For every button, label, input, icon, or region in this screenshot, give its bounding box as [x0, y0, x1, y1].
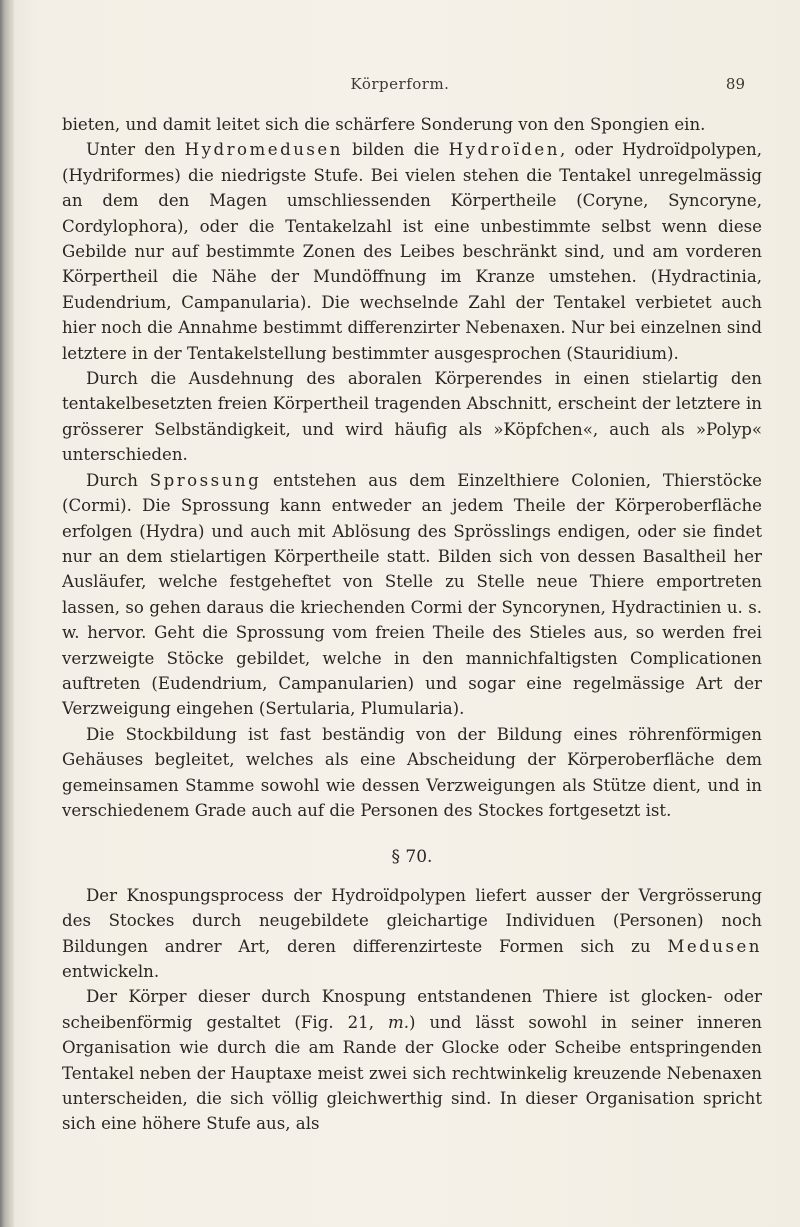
running-title: Körperform.	[350, 75, 450, 93]
paragraph-7-start: Der Körper dieser durch Knospung entstandenen Thiere ist glocken- oder scheibenförmig gestaltet (Fig. 21,	[62, 987, 762, 1032]
paragraph-4	[62, 468, 762, 722]
figure-label: m.	[387, 1012, 409, 1032]
paragraph-6	[62, 883, 762, 985]
page-number: 89	[725, 75, 745, 93]
paragraph-2-mid: bilden die	[342, 140, 449, 160]
paragraph-7-end: ) und lässt sowohl in seiner inneren Organisation wie durch die am Rande der Glocke oder Scheibe entspringenden Tentakel neben der Hauptaxe meist zwei sich rechtwinkelig kreuzende Nebenaxen unterscheiden, die sich völlig gleichwerthig sind. In dieser Organisation spricht sich eine höhere Stufe aus, als	[62, 1012, 762, 1134]
paragraph-4-rest: entstehen aus dem Einzelthiere Colonien, Thierstöcke (Cormi). Die Sprossung kann entweder an jedem Theile der Körperoberfläche erfolgen (Hydra) und auch mit Ablösung des Sprösslings endigen, oder sie findet nur an dem stielartigen Körpertheile statt. Bilden sich von dessen Basaltheil her Ausläufer, welche festgeheftet von Stelle zu Stelle neue Thiere emportreten lassen, so gehen daraus die kriechenden Cormi der Syncorynen, Hydractinien u. s. w. hervor. Geht die Sprossung vom freien Theile des Stieles aus, so werden frei verzweigte Stöcke gebildet, welche in den mannichfaltigsten Complicationen auftreten (Eudendrium, Campanularien) und sogar eine regelmässige Art der Verzweigung eingehen (Sertularia, Plumularia).	[62, 470, 762, 719]
paragraph-2	[62, 137, 762, 366]
paragraph-2-start: Unter den	[86, 140, 185, 160]
running-head	[0, 75, 800, 99]
paragraph-6-end: entwickeln.	[62, 962, 160, 981]
term-sprossung: Sprossung	[149, 470, 262, 490]
paragraph-5: Die Stockbildung ist fast beständig von der Bildung eines röhrenförmigen Gehäuses begleitet, welches als eine Abscheidung der Körperoberfläche dem gemeinsamen Stamme sowohl wie dessen Verzweigungen als Stütze dient, und in verschiedenem Grade auch auf die Personen des Stockes fortgesetzt ist.	[62, 724, 762, 820]
page-gutter-shadow	[0, 0, 14, 1227]
paragraph-4-prefix: Durch	[86, 470, 150, 490]
paragraph-2-rest: , oder Hydroïdpolypen, (Hydriformes) die niedrigste Stufe. Bei vielen stehen die Tentakel unregelmässig an dem den Magen umschliessenden Körpertheile (Coryne, Syncoryne, Cordylophora), oder die Tentakelzahl ist eine unbestimmte selbst wenn diese Gebilde nur auf bestimmte Zonen des Leibes beschränkt sind, und am vorderen Körpertheil die Nähe der Mundöffnung im Kranze umstehen. (Hydractinia, Eudendrium, Campanularia). Die wechselnde Zahl der Tentakel verbietet auch hier noch die Annahme bestimmt differenzirter Nebenaxen. Nur bei einzelnen sind letztere in der Tentakelstellung bestimmter ausgesprochen (Stauridium).	[62, 140, 762, 363]
section-heading: § 70.	[391, 847, 433, 868]
term-hydroiden: Hydroïden	[448, 140, 560, 160]
paragraph-6-start: Der Knospungsprocess der Hydroïdpolypen liefert ausser der Vergrösserung des Stockes durch neugebildete gleichartige Individuen (Personen) noch Bildungen andrer Art, deren differenzirteste Formen sich zu	[62, 885, 762, 956]
paragraph-7	[62, 984, 762, 1136]
paragraph-3: Durch die Ausdehnung des aboralen Körperendes in einen stielartig den tentakelbesetzten freien Körpertheil tragenden Abschnitt, erscheint der letztere in grösserer Selbständigkeit, und wird häufig als »Köpfchen«, auch als »Polyp« unterschieden.	[62, 369, 762, 465]
term-medusen: Medusen	[667, 936, 762, 956]
paragraph-1: bieten, und damit leitet sich die schärfere Sonderung von den Spongien ein.	[62, 115, 706, 134]
body-text	[62, 112, 762, 1137]
term-hydromedusen: Hydromedusen	[184, 140, 343, 160]
